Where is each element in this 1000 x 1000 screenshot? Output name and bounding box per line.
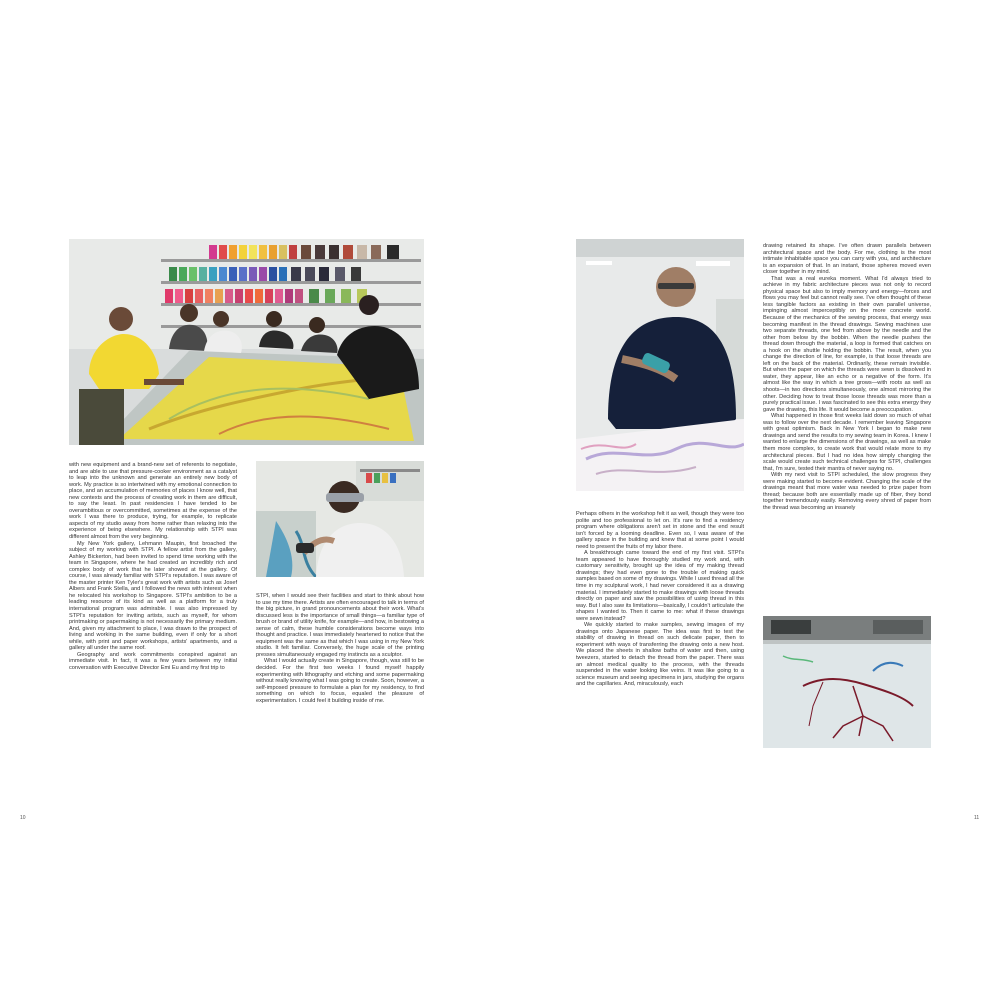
- paragraph: What I would actually create in Singapore, though, was still to be decided. For the first two weeks I found myself happily experimenting with lithography and etching and some papermaking without really knowing what I was going to create. Soon, however, a self-imposed pressure to formulate a plan for my residency, to find something on which to focus, equaled the pleasure of experimentation. I could feel it building inside of me.: [256, 658, 424, 704]
- paragraph: With my next visit to STPI scheduled, the slow progress they were making started to become evident. Changing the scale of the drawings meant that more water was needed to prize paper from thread; because both are essentially made up of fiber, they bond together tremendously easily. Removing every shred of paper from the thread was becoming an insanely: [763, 472, 931, 511]
- paragraph: That was a real eureka moment. What I'd always tried to achieve in my fabric architecture pieces was not only to record physical space but also to imply memory and energy—forces and flows you may feel but cannot really see. I've often thought of these less tangible factors as existing in their own parallel universe, impinging almost imperceptibly on the more concrete world. Because of the mechanics of the sewing process, that energy was becoming manifest in the thread drawings. Sewing machines use two separate threads, one fed from above by the needle and the other from below by the bobbin. When the needle pushes the thread down through the material, a loop is formed that catches on a hook on the shuttle holding the bobbin. The result, when you change the direction of line, for example, is that loose threads are left on the back of the material. Ordinarily, these remain invisible. But when the paper on which the threads were sewn is dissolved in water, they appear, like an echo or a negative of the form. It's almost like the way in which a tree grows—with roots as well as shoots—in two directions simultaneously, one almost mirroring the other. Deciding how to treat those loose threads was more than a purely practical issue. I was fascinated to see this extra energy they gave the drawing, this life. It would become a preoccupation.: [763, 275, 931, 413]
- left-text-column-2: [256, 593, 424, 704]
- paragraph: STPI, when I would see their facilities and start to think about how to use my time there. Artists are often encouraged to talk in terms of the big picture, in grand pronouncements about their work. What's discussed less is the importance of small things—a familiar type of brush or brand of utility knife, for example—and how, in bestowing a sense of calm, these humble considerations become ways into thought and practice. I was immediately heartened to notice that the equipment was the same as that which I was using in my New York studio. It felt familiar. Conversely, the huge scale of the printing presses simultaneously engaged my instincts as a sculptor.: [256, 593, 424, 658]
- right-page: [500, 0, 1000, 1000]
- paragraph: drawing retained its shape. I've often drawn parallels between architectural space and the body. For me, clothing is the most intimate inhabitable space you can carry with you, and architecture is an expansion of that. In an instant, those spheres moved even closer together in my mind.: [763, 243, 931, 276]
- paragraph: A breakthrough came toward the end of my first visit. STPI's team appeared to have thoroughly studied my work and, with customary sensitivity, brought up the idea of my making thread drawings; they had even gone to the trouble of making quick samples based on some of my drawings. While I used thread all the time in my sculptural work, I had never considered it as a drawing material. I immediately started to make drawings with loose threads directly on paper and saw the possibilities of using thread in this way. But I also saw its limitations—basically, I couldn't articulate the shapes I wanted to. Then it came to me: what if these drawings were sewn instead?: [576, 550, 744, 622]
- paragraph: What happened in those first weeks laid down so much of what was to follow over the next decade. I remember leaving Singapore with great optimism. Back in New York I began to make new drawings and send the results to my sewing team in Korea. I knew I wanted to enlarge the dimensions of the drawings, as well as make them more complex, to create work that would relate more to my architectural pieces. But I had no idea how simply changing the scale would create such technical challenges for STPI, challenges that, I'm sure, tested their mantra of never saying no.: [763, 413, 931, 472]
- page-number: 11: [974, 815, 980, 821]
- paragraph: Perhaps others in the workshop felt it as well, though they were too polite and too professional to let on. It's rare to find a residency program where obligations aren't set in stone and the end result isn't forced by a looming deadline. Even so, I was aware of the gallery space in the building and knew that at some point I would need to present the fruits of my labor there.: [576, 511, 744, 550]
- thread-drawing-photo: [763, 616, 931, 748]
- artist-detail-photo: [256, 461, 424, 577]
- paragraph: My New York gallery, Lehmann Maupin, first broached the subject of my working with STPI. A fellow artist from the gallery, Ashley Bickerton, had been invited to spend time working with the team in Singapore, where he had created an incredibly rich and complex body of work that he later showed at the gallery. Of course, I was already familiar with STPI's reputation. I was aware of the master printer Ken Tyler's great work with artists such as Josef Albers and Frank Stella, and I followed the news with interest when he relocated his workshop to Singapore. STPI's ambition to be a leading resource of its kind as well as a platform for a truly international program was admirable. I was also impressed by STPI's reputation for inviting artists, such as myself, for whom printmaking or papermaking is not necessarily the primary medium. And, given my attachment to place, I was drawn to the prospect of living and working in the same building, even if only for a short while, with print and paper workshops, artists' apartments, and a gallery all under the same roof.: [69, 540, 237, 652]
- workshop-team-photo: [69, 239, 424, 445]
- right-text-column-1: [576, 511, 744, 688]
- paragraph: We quickly started to make samples, sewing images of my drawings onto Japanese paper. The idea was first to test the stability of drawing in thread on such delicate paper, then to experiment with ways of transferring the drawing onto a new host. We placed the sheets in shallow baths of water and then, using tweezers, started to detach the thread from the paper. There was an almost medical quality to the process, with the threads suspended in the water looking like veins. It was like going to a science museum and seeing specimens in jars, studying the organs and the capillaries. And, miraculously, each: [576, 622, 744, 688]
- artist-portrait-photo: [576, 239, 744, 491]
- left-text-column-1: [69, 462, 237, 672]
- right-text-column-2: [763, 243, 931, 511]
- page-number: 10: [20, 815, 26, 821]
- paragraph: Geography and work commitments conspired against an immediate visit. In fact, it was a few years between my initial conversation with Executive Director Emi Eu and my first trip to: [69, 651, 237, 671]
- paragraph: with new equipment and a brand-new set of referents to negotiate, and are able to use that pressure-cooker environment as a catalyst to leap into the unknown and generate an entirely new body of work. My practice is so intertwined with my emotional connection to place, and an accumulation of memories of places I know well, that new contexts and the process of creating work in them are difficult, to say the least. In past residencies I have tended to be overambitious or overcommitted, sometimes at the expense of the work I was there to produce, trying, for example, to replicate aspects of my studio away from home rather than relaxing into the experience of being elsewhere. My relationship with STPI was different almost from the very beginning.: [69, 462, 237, 541]
